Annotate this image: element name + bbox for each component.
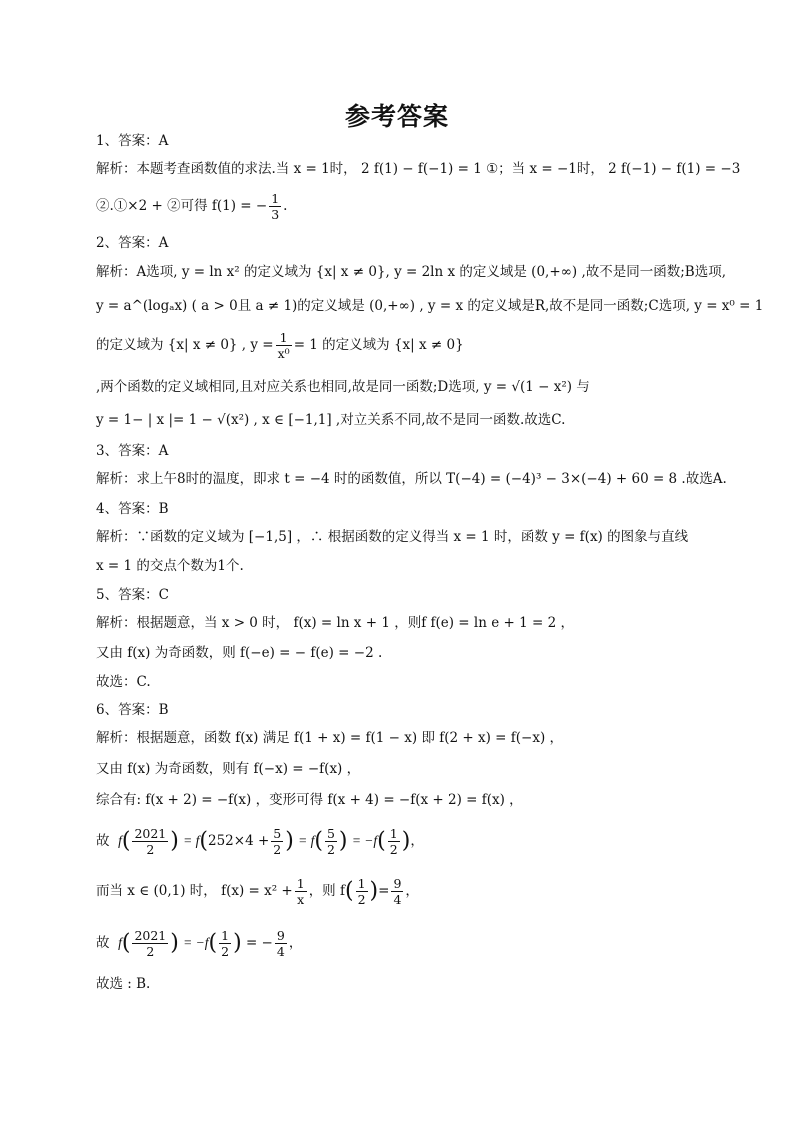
answer-3-head: 3、答案：A xyxy=(96,443,169,459)
fraction: $\frac{1}{\text{x⁰}}$ xyxy=(277,330,290,361)
answer-1-line-1: 解析：本题考查函数值的求法.当 x = 1时， 2 f(1) − f(−1) = 1 ①；当 x = −1时， 2 f(−1) − f(1) = −3 xyxy=(96,161,741,177)
answer-2-line-3: 的定义域为 {x| x ≠ 0} , y = $\frac{1}{\text{x⁰}}$ = 1 的定义域为 {x| x ≠ 0} xyxy=(96,330,464,361)
answer-6-equation-3: 故 f( $\frac{2021}{2}$ ) = −f( $\frac{1}{2}$ ) = − $\frac{9}{4}$ ， xyxy=(96,928,303,959)
answer-6-line-3: 综合有: f(x + 2) = −f(x) ，变形可得 f(x + 4) = −f(x + 2) = f(x) ， xyxy=(96,792,523,808)
answer-6-equation-2: 而当 x ∈ (0,1) 时， f(x) = x² + $\frac{1}{x}$ ，则 f( $\frac{1}{2}$ )= $\frac{9}{4}$ ， xyxy=(96,876,419,907)
answer-6-line-1: 解析：根据题意，函数 f(x) 满足 f(1 + x) = f(1 − x) 即 f(2 + x) = f(−x) ， xyxy=(96,730,564,746)
fraction: $\frac{1}{3}$ xyxy=(271,191,280,222)
answer-2-line-2: y = a^(logₐx) ( a > 0且 a ≠ 1)的定义域是 (0,+∞) , y = x 的定义域是R,故不是同一函数;C选项, y = x⁰ = 1 xyxy=(96,298,764,314)
answer-6-line-2: 又由 f(x) 为奇函数，则有 f(−x) = −f(x) ， xyxy=(96,761,361,777)
answer-2-line-4: ,两个函数的定义域相同,且对应关系也相同,故是同一函数;D选项, y = √(1 − x²) 与 xyxy=(96,379,590,395)
answer-5-line-3: 故选：C. xyxy=(96,674,151,690)
answer-6-conclusion: 故选 : B. xyxy=(96,976,151,992)
answer-1-head: 1、答案：A xyxy=(96,133,169,149)
answer-4-line-1: 解析：∵函数的定义域为 [−1,5] ，∴ 根据函数的定义得当 x = 1 时，函数 y = f(x) 的图象与直线 xyxy=(96,529,689,545)
answer-1-line-2: ②.①×2 + ②可得 f(1) = − $\frac{1}{3}$ . xyxy=(96,191,288,222)
answer-4-line-2: x = 1 的交点个数为1个. xyxy=(96,558,244,574)
page-title: 参考答案 xyxy=(344,102,449,131)
answer-6-head: 6、答案：B xyxy=(96,702,169,718)
answer-3-line-1: 解析：求上午8时的温度，即求 t = −4 时的函数值，所以 T(−4) = (−4)³ − 3×(−4) + 60 = 8 .故选A. xyxy=(96,471,727,487)
answer-5-head: 5、答案：C xyxy=(96,587,169,603)
answer-6-equation-1: 故 f( $\frac{2021}{2}$ ) = f(252×4 + $\frac{5}{2}$ ) = f( $\frac{5}{2}$ ) = −f( $\frac{1}{2}$ )， xyxy=(96,826,424,857)
answer-5-line-1: 解析：根据题意，当 x > 0 时， f(x) = ln x + 1 ，则f f(e) = ln e + 1 = 2 ， xyxy=(96,615,574,631)
answer-2-line-5: y = 1− | x |= 1 − √(x²) , x ∈ [−1,1] ,对立关系不同,故不是同一函数.故选C. xyxy=(96,412,566,428)
answer-5-line-2: 又由 f(x) 为奇函数，则 f(−e) = − f(e) = −2 . xyxy=(96,645,383,661)
answer-2-line-1: 解析：A选项, y = ln x² 的定义域为 {x| x ≠ 0}, y = 2ln x 的定义域是 (0,+∞) ,故不是同一函数;B选项, xyxy=(96,264,726,280)
answer-2-head: 2、答案：A xyxy=(96,235,169,251)
answer-4-head: 4、答案：B xyxy=(96,501,169,517)
